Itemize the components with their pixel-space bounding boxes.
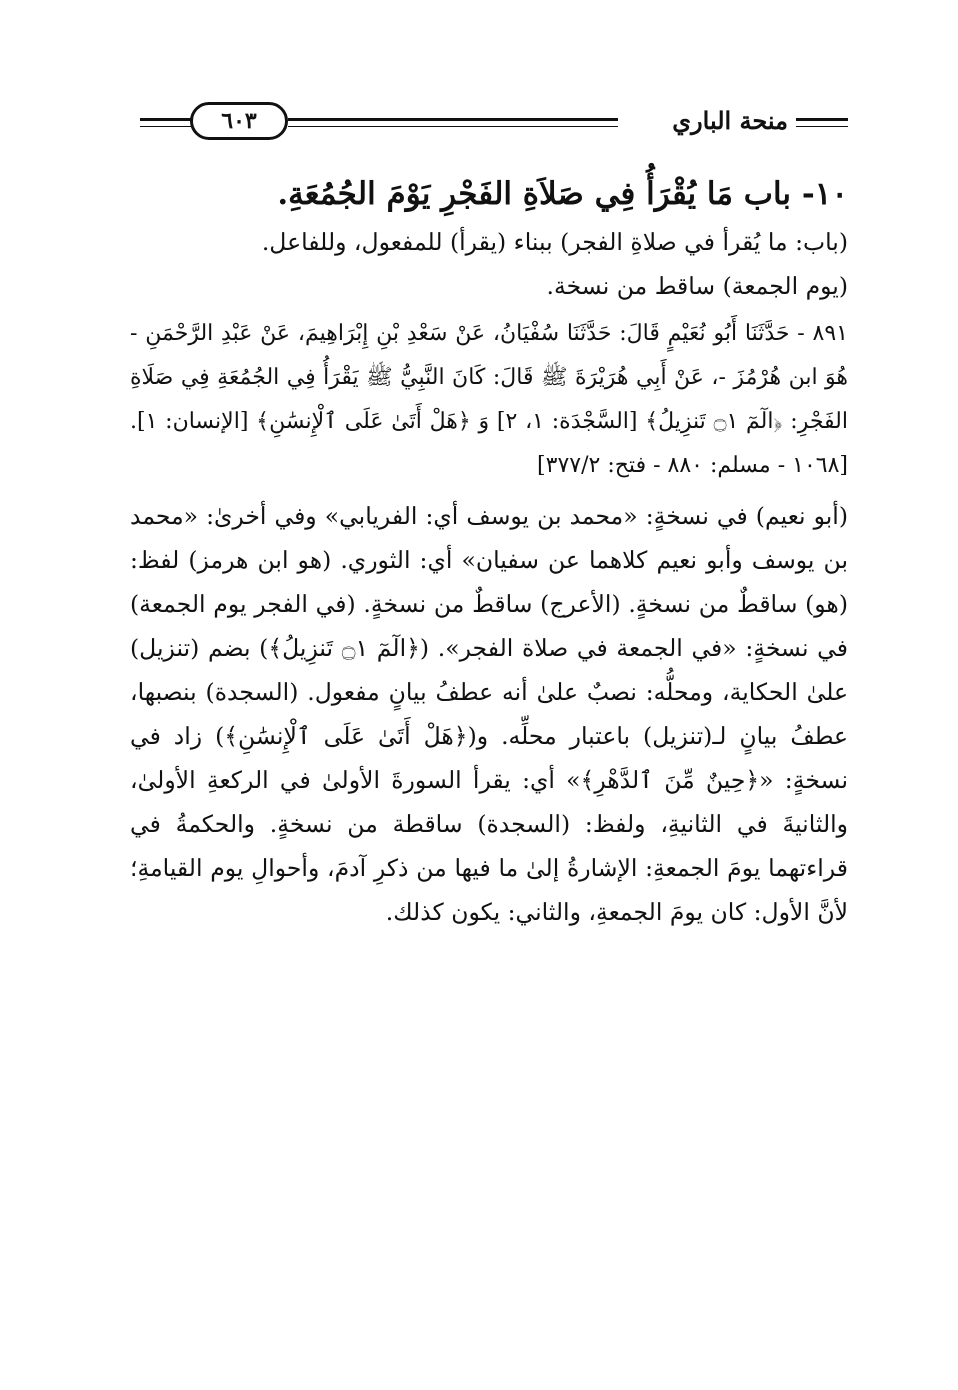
page-content bbox=[130, 168, 848, 934]
intro-paragraph-1: (باب: ما يُقرأ في صلاةِ الفجر) ببناء (يقرأ) للمفعول، وللفاعل. bbox=[261, 228, 848, 256]
header-rule-left-top bbox=[140, 118, 192, 121]
header-rule-left-bottom bbox=[140, 126, 192, 127]
intro-paragraph-2: (يوم الجمعة) ساقط من نسخة. bbox=[546, 272, 848, 300]
header-rule-middle-top bbox=[288, 118, 618, 121]
chapter-title: ١٠- باب مَا يُقْرَأُ فِي صَلاَةِ الفَجْرِ يَوْمَ الجُمُعَةِ. bbox=[277, 176, 848, 212]
running-title: منحة الباري bbox=[672, 106, 788, 135]
running-header bbox=[130, 100, 848, 148]
page-number: ٦٠٣ bbox=[190, 102, 288, 140]
commentary-text: (أبو نعيم) في نسخةٍ: «محمد بن يوسف أي: الفريابي» وفي أخرىٰ: «محمد بن يوسف وأبو نعيم كلاهما عن سفيان» أي: الثوري. (هو ابن هرمز) لفظ: (هو) ساقطٌ من نسخةٍ. (الأعرج) ساقطٌ من نسخةٍ. (في الفجر يوم الجمعة) في نسخةٍ: «في الجمعة في صلاة الفجر». (﴿الٓمٓ ۝١ تَنزِيلُ﴾) بضم (تنزيل) علىٰ الحكاية، ومحلُّه: نصبٌ علىٰ أنه عطفُ بيانٍ مفعول. (السجدة) بنصبها، عطفُ بيانٍ لـ(تنزيل) باعتبار محلِّه. و(﴿هَلْ أَتَىٰ عَلَى ٱلْإِنسَٰنِ﴾) زاد في نسخةٍ: «﴿حِينٌ مِّنَ ٱلدَّهْرِ﴾» أي: يقرأ السورةَ الأولىٰ في الركعةِ الأولىٰ، والثانيةَ في الثانيةِ، ولفظ: (السجدة) ساقطة من نسخةٍ. والحكمةُ في قراءتهما يومَ الجمعةِ: الإشارةُ إلىٰ ما فيها من ذكرِ آدمَ، وأحوالِ يوم القيامةِ؛ لأنَّ الأول: كان يومَ الجمعةِ، والثاني: يكون كذلك. bbox=[130, 502, 849, 926]
header-rule-right-bottom bbox=[796, 126, 848, 127]
header-rule-right-top bbox=[796, 118, 848, 121]
header-rule-middle-bottom bbox=[288, 126, 618, 127]
hadith-text: ٨٩١ - حَدَّثَنَا أَبُو نُعَيْمٍ قَالَ: حَدَّثَنَا سُفْيَانُ، عَنْ سَعْدِ بْنِ إِبْرَاهِيمَ، عَنْ عَبْدِ الرَّحْمَنِ - هُوَ ابن هُرْمُزَ -، عَنْ أَبِي هُرَيْرَةَ ﷺ قَالَ: كَانَ النَّبِيُّ ﷺ يَقْرَأُ فِي الجُمُعَةِ فِي صَلَاةِ الفَجْرِ: ﴿الٓمٓ ۝١ تَنزِيلُ﴾ [السَّجْدَة: ١، ٢] وَ ﴿هَلْ أَتَىٰ عَلَى ٱلْإِنسَٰنِ﴾ [الإنسان: ١]. [١٠٦٨ - مسلم: ٨٨٠ - فتح: ٣٧٧/٢] bbox=[130, 321, 848, 478]
